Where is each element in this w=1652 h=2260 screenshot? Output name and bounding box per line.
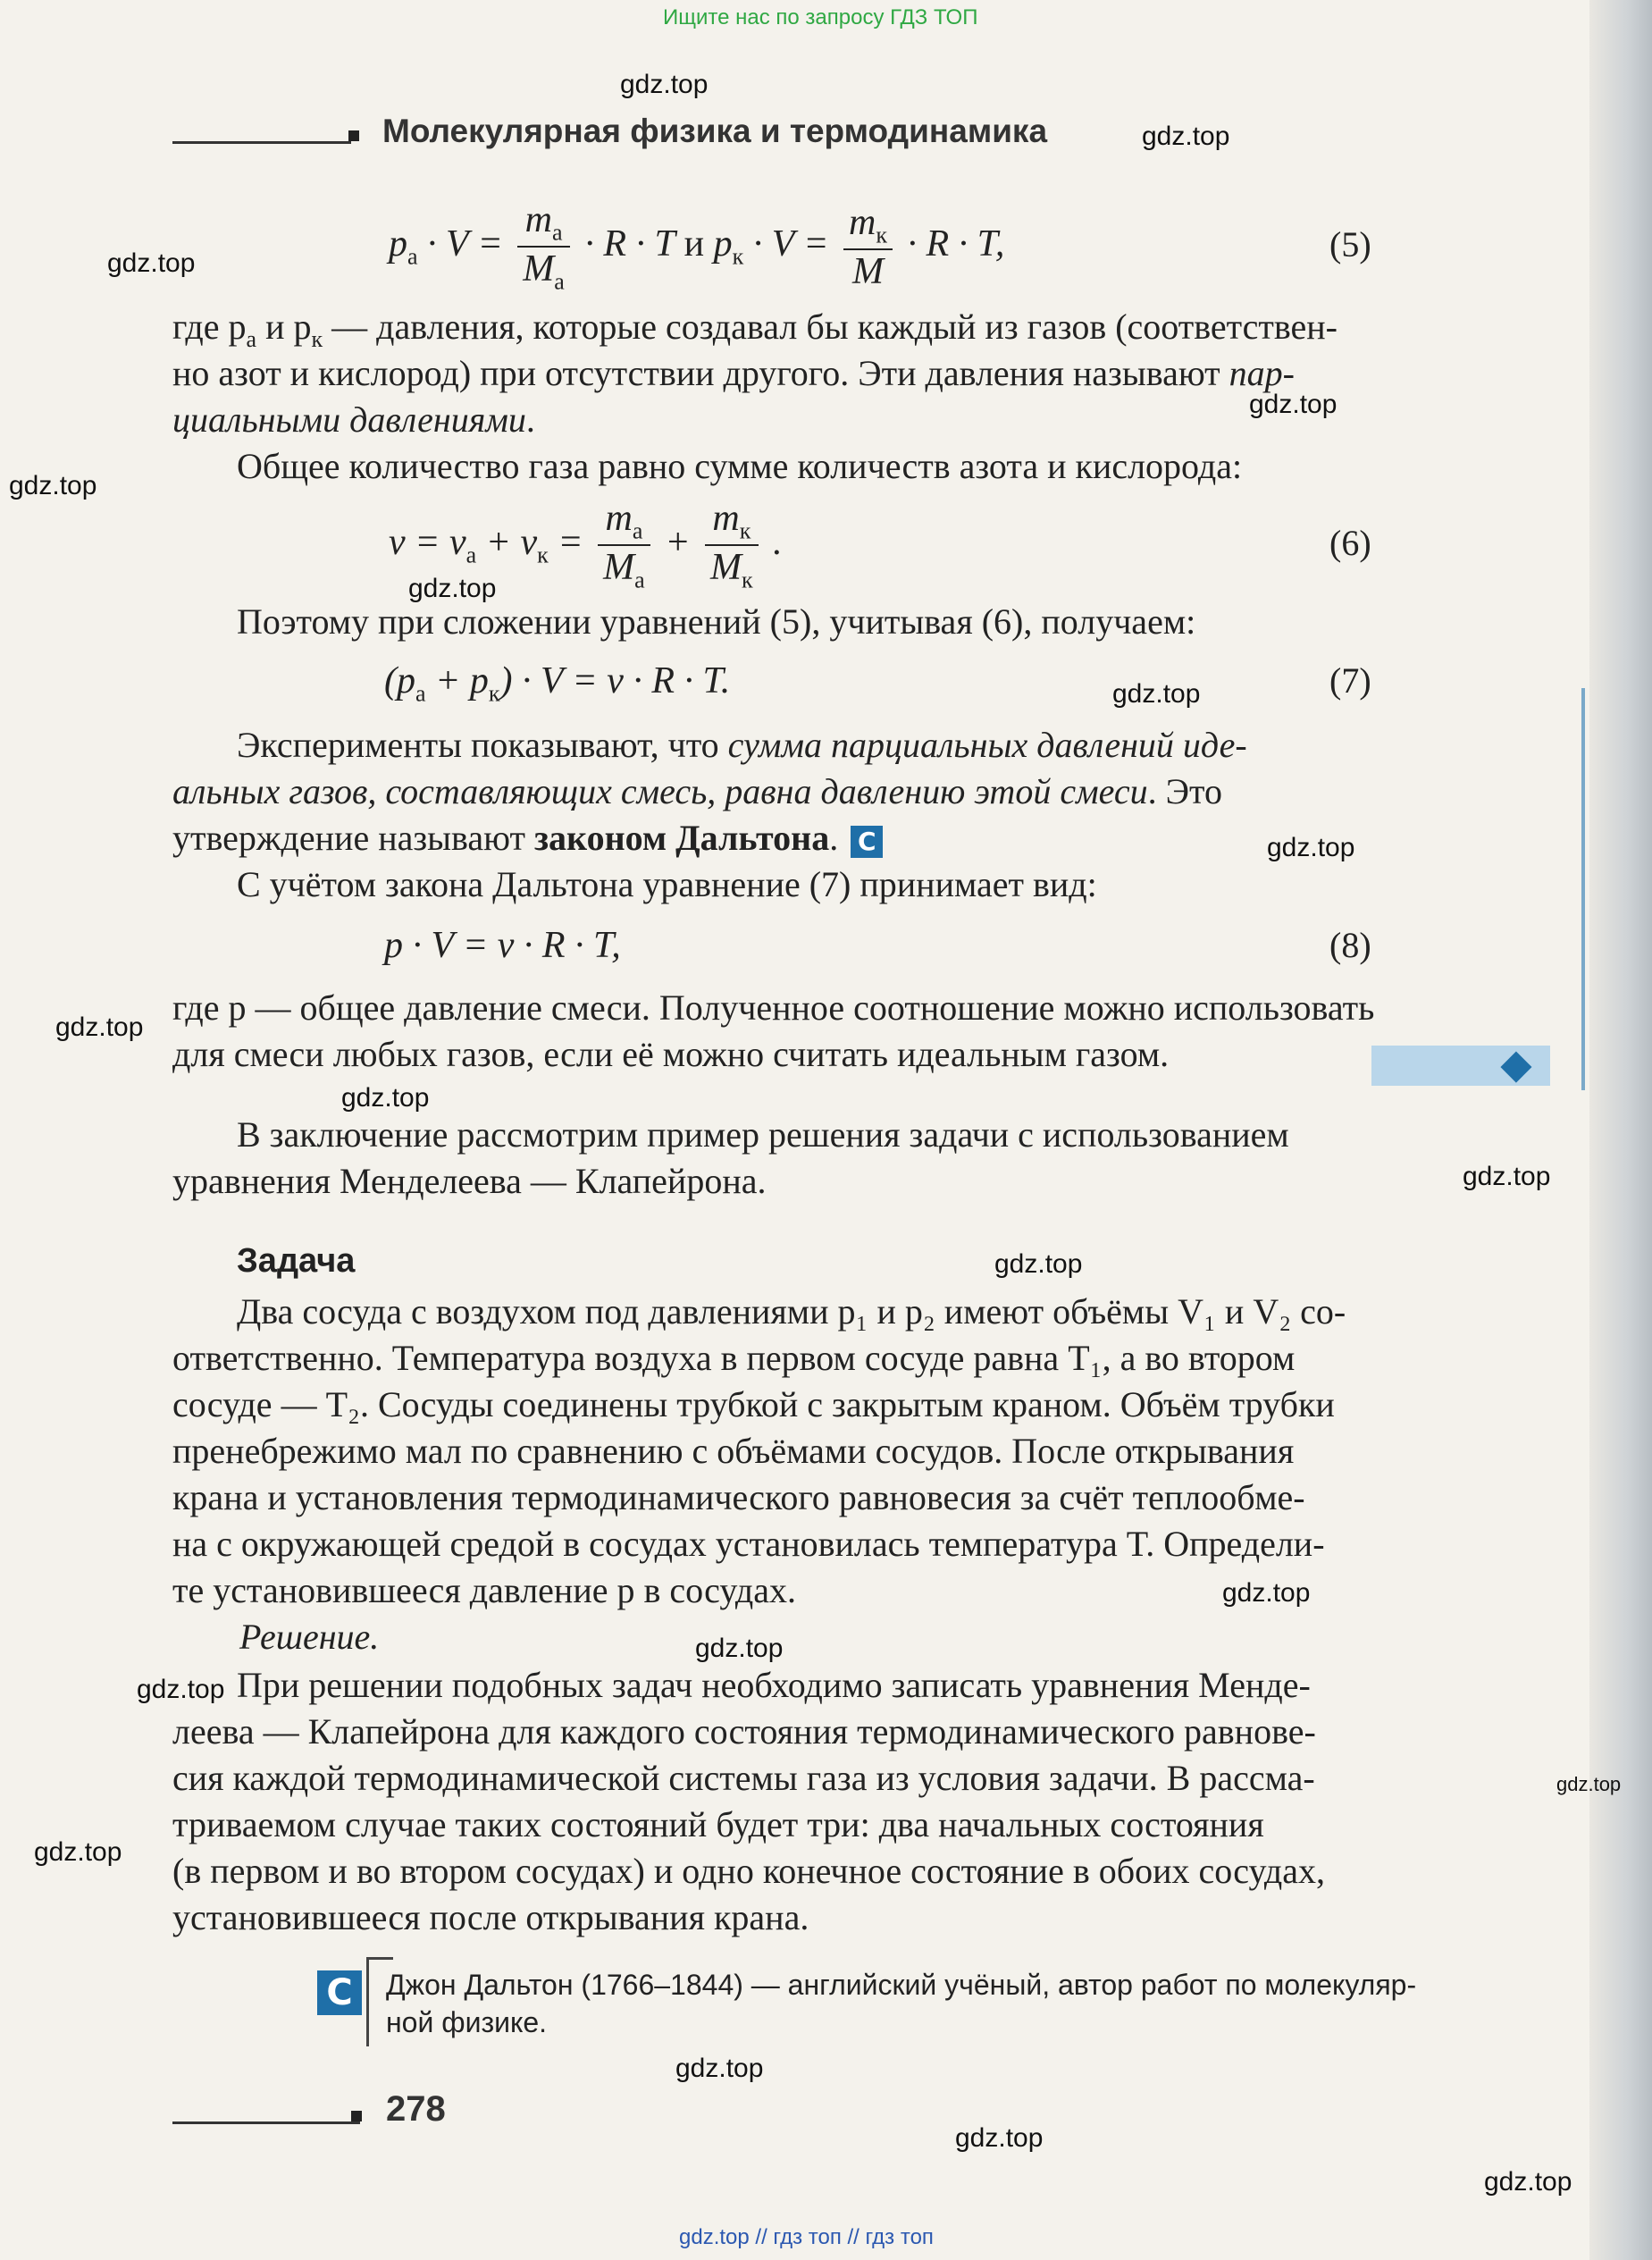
footnote-c-icon: C	[317, 1970, 362, 2015]
text-line: циальными давлениями.	[172, 399, 535, 440]
equation-number: (7)	[1329, 660, 1371, 701]
site-watermark: gdz.top	[620, 70, 709, 99]
site-watermark: gdz.top	[408, 574, 497, 603]
equation-number: (8)	[1329, 925, 1371, 965]
site-watermark: gdz.top	[341, 1083, 430, 1113]
text-line: где $p_а$ и $p_к$ — давления, которые создавал бы каждый из газов (соответствен-	[172, 307, 1338, 352]
text-line: Поэтому при сложении уравнений (5), учитывая (6), получаем:	[237, 601, 1196, 642]
text-line: сия каждой термодинамической системы газа из условия задачи. В рассма-	[172, 1758, 1315, 1798]
text-line: триваемом случае таких состояний будет три: два начальных состояния	[172, 1804, 1264, 1844]
top-banner-watermark[interactable]: Ищите нас по запросу ГДЗ ТОП	[663, 5, 978, 29]
text-line: С учётом закона Дальтона уравнение (7) принимает вид:	[237, 864, 1097, 904]
site-watermark: gdz.top	[137, 1675, 225, 1704]
text-line: сосуде — T₂. Сосуды соединены трубкой с закрытым краном. Объём трубки	[172, 1384, 1335, 1424]
text-line: те установившееся давление p в сосудах.	[172, 1570, 796, 1610]
footnote-line: Джон Дальтон (1766–1844) — английский учёный, автор работ по молекуляр-	[386, 1969, 1417, 2001]
footnote-dalton	[386, 1966, 1547, 2041]
text-line: альных газов, составляющих смесь, равна давлению этой смеси. Это	[172, 771, 1222, 811]
page-number: 278	[386, 2089, 446, 2129]
equation-number: (5)	[1329, 224, 1371, 265]
formula-5: $p_а \cdot V$ = $\frac{m_а}{M_а}$ · R · T и $p_к \cdot V$ = $\frac{m_к}{M}$ · R · T,	[389, 199, 1005, 295]
text-line: уравнения Менделеева — Клапейрона.	[172, 1161, 767, 1201]
site-watermark: gdz.top	[1112, 679, 1201, 709]
formula-6: $\nu = \nu_а + \nu_к$ = $\frac{m_а}{M_а}$ + $\frac{m_к}{M_к}$ .	[389, 498, 783, 593]
text-line: для смеси любых газов, если её можно считать идеальным газом.	[172, 1034, 1170, 1074]
text-line: При решении подобных задач необходимо записать уравнения Менде-	[237, 1665, 1311, 1705]
text-line: но азот и кислород) при отсутствии другого. Эти давления называют пар-	[172, 353, 1295, 393]
chapter-title: Молекулярная физика и термодинамика	[382, 113, 1048, 149]
site-watermark: gdz.top	[1484, 2167, 1572, 2197]
site-watermark: gdz.top	[675, 2054, 764, 2083]
formula-8: p · V = ν · R · T,	[384, 925, 621, 966]
header-marker	[348, 130, 359, 141]
footer-rule	[172, 2121, 360, 2124]
footnote-bracket-top	[366, 1957, 393, 1960]
dalton-note-icon[interactable]: C	[851, 826, 883, 858]
footnote-line: ной физике.	[386, 2006, 548, 2038]
site-watermark: gdz.top	[955, 2123, 1044, 2153]
text-line: где p — общее давление смеси. Полученное соотношение можно использовать	[172, 987, 1375, 1028]
bookmark-icon: ◆	[1500, 1039, 1532, 1088]
formula-7: $(p_а + p_к) \cdot V = \nu \cdot R \cdot T$.	[384, 660, 731, 707]
bottom-banner-watermark[interactable]: gdz.top // гдз топ // гдз топ	[679, 2225, 934, 2249]
site-watermark: gdz.top	[107, 248, 196, 278]
text-line: В заключение рассмотрим пример решения задачи с использованием	[237, 1114, 1289, 1155]
task-heading: Задача	[237, 1242, 356, 1280]
site-watermark: gdz.top	[1249, 390, 1338, 419]
site-watermark: gdz.top	[1142, 122, 1230, 151]
page-edge-shadow	[1589, 0, 1652, 2260]
text-line: утверждение называют законом Дальтона. C	[172, 815, 883, 861]
footer-marker	[351, 2111, 362, 2121]
site-watermark: gdz.top	[9, 471, 97, 500]
text-line: Два сосуда с воздухом под давлениями p₁ и p₂ имеют объёмы V₁ и V₂ со-	[237, 1291, 1346, 1332]
text-line: установившееся после открывания крана.	[172, 1897, 809, 1937]
text-line: леева — Клапейрона для каждого состояния термодинамического равнове-	[172, 1711, 1316, 1752]
header-rule	[172, 141, 351, 144]
site-watermark: gdz.top	[1463, 1162, 1551, 1191]
site-watermark: gdz.top	[34, 1837, 122, 1867]
site-watermark: gdz.top	[994, 1249, 1083, 1279]
text-line: на с окружающей средой в сосудах установилась температура T. Определи-	[172, 1524, 1325, 1564]
text-line: (в первом и во втором сосудах) и одно конечное состояние в обоих сосудах,	[172, 1851, 1326, 1891]
site-watermark: gdz.top	[1267, 833, 1355, 862]
text-line: пренебрежимо мал по сравнению с объёмами сосудов. После открывания	[172, 1431, 1295, 1471]
text-line: Эксперименты показывают, что сумма парциальных давлений иде-	[237, 725, 1247, 765]
equation-number: (6)	[1329, 523, 1371, 563]
site-watermark: gdz.top	[1222, 1578, 1311, 1608]
text-line: ответственно. Температура воздуха в первом сосуде равна T₁, а во втором	[172, 1338, 1296, 1378]
site-watermark: gdz.top	[695, 1634, 784, 1663]
footnote-bracket	[366, 1957, 369, 2046]
solution-heading: Решение.	[239, 1617, 380, 1657]
site-watermark: gdz.top	[55, 1012, 144, 1042]
text-line: крана и установления термодинамического равновесия за счёт теплообме-	[172, 1477, 1305, 1517]
margin-rule	[1581, 688, 1585, 1090]
site-watermark: gdz.top	[1556, 1773, 1622, 1795]
text-line: Общее количество газа равно сумме количеств азота и кислорода:	[237, 446, 1243, 486]
